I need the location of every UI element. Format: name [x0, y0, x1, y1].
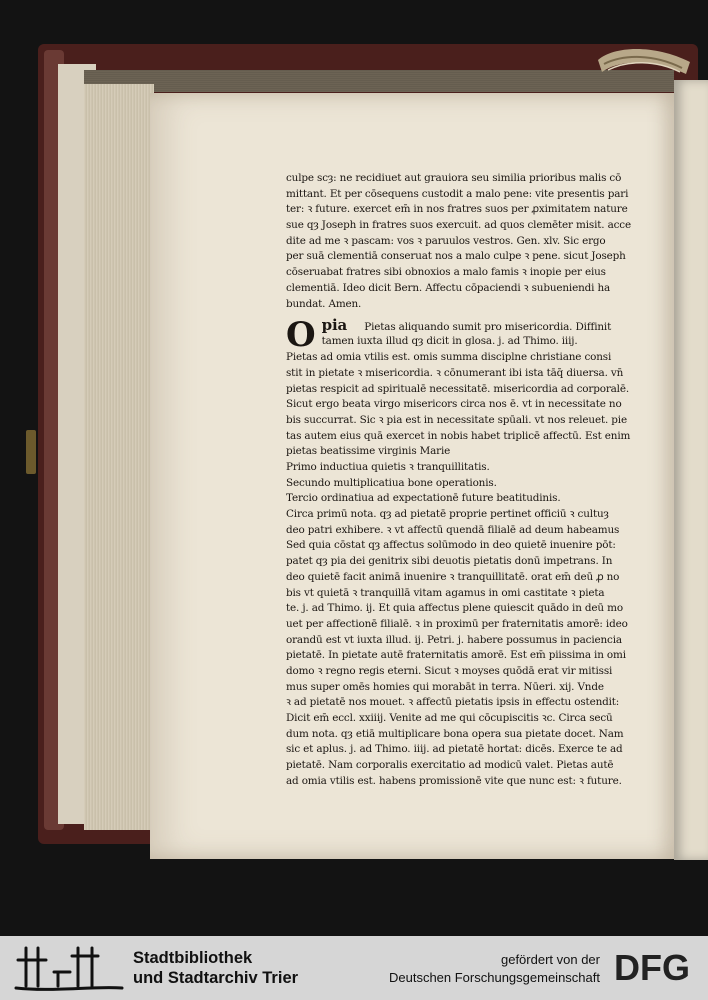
clasp [26, 430, 36, 474]
funder-line-2: Deutschen Forschungsgemeinschaft [388, 970, 600, 985]
text-line: deo patri exhibere. ꝛ vt affectū quendā filialē ad deum habeamus [286, 523, 620, 536]
facing-page [674, 80, 708, 860]
text-line: Primo inductiua quietis ꝛ tranquillitatis. [286, 461, 490, 473]
text-line: ter: ꝛ future. exercet em̄ in nos fratres suos per ꝓximitatem nature [286, 203, 628, 216]
text-line: dite ad me ꝛ pascam: vos ꝛ paruulos vestros. Gen. xlv. Sic ergo [286, 234, 606, 247]
library-name [133, 948, 298, 988]
text-line: ꝛ ad pietatē nos mouet. ꝛ affectū pietatis ipsis in effectu ostendit: [286, 696, 620, 709]
funder-line-1: gefördert von der [500, 952, 600, 967]
dfg-logo [604, 949, 700, 985]
text-line: patet qȝ pia dei genitrix sibi deuotis pietatis donū impetrans. In [286, 555, 613, 568]
text-line: bis vt quietā ꝛ tranquillā vitam agamus in omi castitate ꝛ pieta [286, 586, 605, 599]
text-line: Sicut ergo beata virgo misericors circa nos ē. vt in necessitate no [286, 398, 622, 411]
text-line: ad omia vtilis est. habens promissionē vite que nunc est: ꝛ future. [286, 774, 622, 787]
drop-initial: O [286, 315, 316, 356]
paragraph-previous [286, 171, 638, 312]
text-line: pietatē. Nam corporalis exercitatio ad modicū valet. Pietas autē [286, 759, 614, 772]
footer-bar [0, 936, 708, 1000]
text-line: cōseruabat fratres sibi obnoxios a malo famis ꝛ inopie per eius [286, 266, 606, 279]
text-line: pietas beatissime virginis Marie [286, 445, 451, 458]
text-line: bis succurrat. Sic ꝛ pia est in necessitate spūali. vt nos releuet. pie [286, 413, 627, 426]
text-line: Circa primū nota. qȝ ad pietatē proprie pertinet officiū ꝛ cultuȝ [286, 508, 609, 521]
text-line: per suā clementiā conseruat nos a malo culpe ꝛ pene. sicut Joseph [286, 250, 626, 263]
text-line: clementiā. Ideo dicit Bern. Affectu cōpaciendi ꝛ subueniendi ha [286, 281, 611, 294]
text-line: uet per affectionē filialē. ꝛ in proximū per fraternitatis amorē: ideo [286, 617, 628, 630]
initial-word: pia [321, 318, 348, 334]
text-line: sic et aplus. j. ad Thimo. iiij. ad pietatē hortat: dicēs. Exerce te ad [286, 743, 623, 756]
text-line: Dicit em̄ eccl. xxiiij. Venite ad me qui cōcupiscitis ꝛc. Circa secū [286, 712, 613, 724]
library-line-2: und Stadtarchiv Trier [133, 969, 299, 987]
page-block-fore-edge [84, 84, 154, 830]
text-line: dum nota. qȝ etiā multiplicare bona opera sua pietate docet. Nam [286, 727, 624, 740]
text-line: orandū est vt iuxta illud. ij. Petri. j. habere possumus in paciencia [286, 633, 622, 646]
spine-headband [594, 40, 694, 82]
paragraph-pia [286, 315, 638, 356]
funding-note [360, 951, 600, 987]
page-block-top-edge [84, 70, 674, 92]
library-logo [12, 942, 126, 994]
text-line: domo ꝛ regno regis eterni. Sicut ꝛ moyses quōdā erat vir mitissi [286, 664, 613, 677]
text-line: culpe scȝ: ne recidiuet aut grauiora seu similia prioribus malis cō [286, 172, 622, 184]
text-line: Secundo multiplicatiua bone operationis. [286, 476, 497, 489]
text-line: mittant. Et per cōsequens custodit a malo pene: vite presentis pari [286, 187, 629, 200]
text-line: Pietas aliquando sumit pro misericordia. Diffinit [364, 321, 612, 334]
text-line: stit in pietate ꝛ misericordia. ꝛ cōnumerant ibi ista tāq̄ diuersa. vn̄ [286, 366, 624, 379]
paragraph-body [286, 350, 638, 789]
text-line: tamen iuxta illud qȝ dicit in glosa. j. ad Thimo. iiij. [321, 334, 578, 347]
text-line: te. j. ad Thimo. ij. Et quia affectus plene quiescit quādo in deū mo [286, 602, 623, 615]
text-line: tas autem eius quā exercet in nobis habet triplicē affectū. Est enim [286, 429, 631, 442]
text-line: sue qȝ Joseph in fratres suos exercuit. ad quos clemēter misit. acce [286, 219, 631, 232]
text-line: bundat. Amen. [286, 297, 362, 310]
text-line: pietas respicit ad spiritualē necessitatē. misericordia ad corporalē. [286, 382, 630, 395]
dfg-logo-text: DFG [614, 949, 690, 985]
text-line: Tercio ordinatiua ad expectationē future beatitudinis. [286, 492, 561, 505]
text-line: mus super omēs homies qui morabāt in terra. Nūeri. xij. Vnde [286, 680, 604, 693]
text-line: Pietas ad omia vtilis est. omis summa disciplne christiane consi [286, 351, 612, 364]
page-text [286, 171, 638, 789]
text-line: deo quietē facit animā inuenire ꝛ tranquillitatē. orat em̄ deū ꝓ no [286, 570, 620, 583]
text-line: pietatē. In pietate autē fraternitatis amorē. Est em̄ piissima in omi [286, 649, 626, 662]
library-line-1: Stadtbibliothek [133, 949, 253, 967]
text-line: Sed quia cōstat qȝ affectus solūmodo in deo quietē inuenire pōt: [286, 539, 616, 552]
